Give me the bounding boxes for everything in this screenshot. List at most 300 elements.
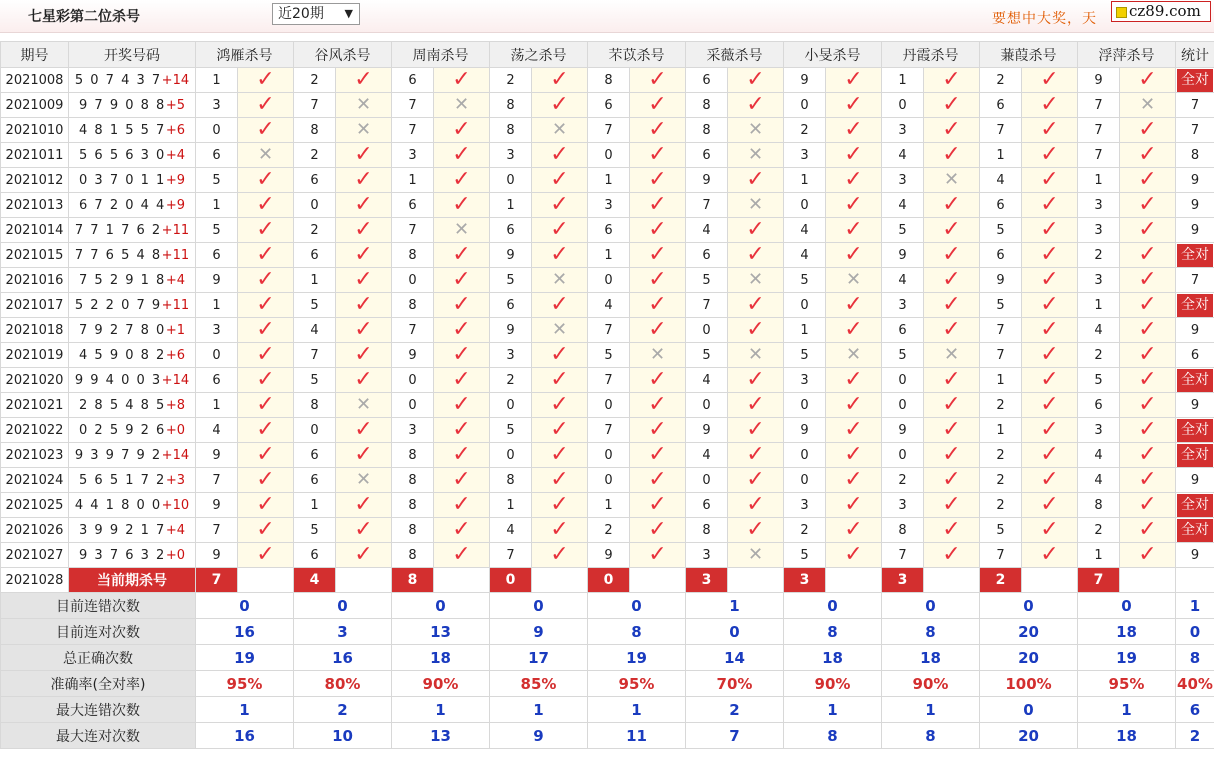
result-cell: [630, 218, 686, 243]
kill-number-cell: 9: [196, 543, 238, 568]
summary-value: 1: [588, 697, 686, 723]
draw-bonus: +9: [165, 172, 185, 188]
kill-number-cell: 0: [784, 393, 826, 418]
result-cell: [728, 393, 784, 418]
draw-cell: [69, 343, 196, 368]
check-icon: ✓: [648, 542, 667, 567]
result-cell: [630, 118, 686, 143]
result-cell: [728, 318, 784, 343]
summary-row: [1, 697, 1214, 723]
draw-cell: [69, 368, 196, 393]
current-empty-cell: [434, 568, 490, 593]
check-icon: ✓: [452, 367, 471, 392]
check-icon: ✓: [1138, 342, 1157, 367]
check-icon: ✓: [256, 417, 275, 442]
header-row: [1, 42, 1214, 68]
draw-numbers: 7 9 2 7 8 0: [79, 322, 166, 338]
logo-square-icon: [1116, 7, 1127, 18]
summary-value: 9: [490, 723, 588, 749]
stat-cell: [1176, 168, 1214, 193]
result-cell: [336, 543, 392, 568]
check-icon: ✓: [550, 542, 569, 567]
kill-number-cell: 8: [392, 468, 434, 493]
summary-value: 10: [294, 723, 392, 749]
result-cell: [336, 393, 392, 418]
check-icon: ✓: [648, 417, 667, 442]
result-cell: [434, 93, 490, 118]
period-cell: 2021011: [1, 143, 69, 168]
check-icon: ✓: [550, 67, 569, 92]
kill-number-cell: 9: [686, 168, 728, 193]
check-icon: ✓: [256, 342, 275, 367]
summary-row: [1, 645, 1214, 671]
site-logo[interactable]: [1111, 1, 1211, 22]
correct-count: 8: [1190, 147, 1200, 163]
summary-value: 0: [1078, 593, 1176, 619]
kill-number-cell: 9: [980, 268, 1022, 293]
draw-numbers: 4 4 1 8 0 0: [74, 497, 162, 513]
table-row: [1, 118, 1214, 143]
draw-bonus: +11: [161, 222, 190, 238]
check-icon: ✓: [844, 67, 863, 92]
kill-number-cell: 8: [392, 543, 434, 568]
summary-value: 0: [490, 593, 588, 619]
header-period: 期号: [1, 42, 69, 68]
result-cell: [532, 293, 588, 318]
check-icon: ✓: [354, 267, 373, 292]
check-icon: ✓: [550, 342, 569, 367]
cross-icon: ✕: [747, 344, 764, 365]
summary-value: 1: [686, 593, 784, 619]
check-icon: ✓: [1040, 442, 1059, 467]
current-kill-number: 3: [784, 568, 826, 593]
check-icon: ✓: [452, 242, 471, 267]
draw-cell: [69, 68, 196, 93]
period-cell: 2021027: [1, 543, 69, 568]
draw-numbers: 4 8 1 5 5 7: [79, 122, 166, 138]
kill-number-cell: 0: [392, 393, 434, 418]
kill-number-cell: 1: [490, 193, 532, 218]
check-icon: ✓: [1138, 542, 1157, 567]
check-icon: ✓: [942, 267, 961, 292]
kill-number-cell: 1: [784, 168, 826, 193]
kill-number-cell: 8: [392, 493, 434, 518]
kill-number-cell: 1: [294, 493, 336, 518]
table-row: [1, 518, 1214, 543]
check-icon: ✓: [256, 267, 275, 292]
check-icon: ✓: [354, 217, 373, 242]
summary-value: 18: [784, 645, 882, 671]
current-empty-cell: [532, 568, 588, 593]
check-icon: ✓: [1040, 292, 1059, 317]
check-icon: ✓: [844, 317, 863, 342]
result-cell: [630, 343, 686, 368]
summary-value: 18: [882, 645, 980, 671]
header-expert: 荡之杀号: [490, 42, 588, 68]
summary-value: 2: [294, 697, 392, 723]
table-row: [1, 143, 1214, 168]
result-cell: [532, 343, 588, 368]
kill-number-cell: 6: [196, 143, 238, 168]
stat-cell: [1176, 543, 1214, 568]
summary-value: 95%: [588, 671, 686, 697]
result-cell: [532, 443, 588, 468]
check-icon: ✓: [648, 442, 667, 467]
result-cell: [238, 468, 294, 493]
all-correct-badge: 全对: [1177, 444, 1213, 467]
kill-number-cell: 3: [392, 143, 434, 168]
result-cell: [826, 218, 882, 243]
correct-count: 9: [1190, 397, 1200, 413]
kill-number-cell: 7: [196, 468, 238, 493]
check-icon: ✓: [256, 442, 275, 467]
kill-number-cell: 1: [1078, 543, 1120, 568]
result-cell: [434, 543, 490, 568]
summary-value: 90%: [392, 671, 490, 697]
logo-text: cz89.com: [1129, 2, 1201, 20]
result-cell: [1120, 243, 1176, 268]
kill-number-cell: 1: [784, 318, 826, 343]
kill-number-cell: 5: [784, 343, 826, 368]
period-cell: 2021023: [1, 443, 69, 468]
check-icon: ✓: [746, 167, 765, 192]
check-icon: ✓: [844, 117, 863, 142]
result-cell: [336, 268, 392, 293]
kill-number-cell: 7: [490, 543, 532, 568]
summary-value: 0: [686, 619, 784, 645]
check-icon: ✓: [844, 442, 863, 467]
cross-icon: ✕: [747, 194, 764, 215]
summary-value: 0: [196, 593, 294, 619]
result-cell: [1120, 318, 1176, 343]
summary-value: 0: [980, 697, 1078, 723]
draw-cell: [69, 543, 196, 568]
period-cell: 2021013: [1, 193, 69, 218]
kill-number-cell: 5: [294, 368, 336, 393]
kill-number-cell: 6: [882, 318, 924, 343]
draw-cell: [69, 318, 196, 343]
kill-number-cell: 8: [686, 93, 728, 118]
check-icon: ✓: [1138, 192, 1157, 217]
check-icon: ✓: [452, 167, 471, 192]
check-icon: ✓: [1138, 242, 1157, 267]
kill-number-cell: 3: [490, 143, 532, 168]
result-cell: [630, 418, 686, 443]
result-cell: [434, 268, 490, 293]
kill-number-cell: 4: [686, 368, 728, 393]
result-cell: [532, 193, 588, 218]
result-cell: [336, 418, 392, 443]
result-cell: [728, 518, 784, 543]
result-cell: [826, 168, 882, 193]
kill-number-cell: 7: [686, 193, 728, 218]
draw-numbers: 6 7 2 0 4 4: [79, 197, 166, 213]
stat-cell: [1176, 218, 1214, 243]
check-icon: ✓: [1040, 392, 1059, 417]
kill-number-cell: 9: [392, 343, 434, 368]
period-select[interactable]: [272, 3, 360, 25]
check-icon: ✓: [844, 392, 863, 417]
current-kill-number: 3: [686, 568, 728, 593]
check-icon: ✓: [1138, 217, 1157, 242]
summary-value: 20: [980, 645, 1078, 671]
result-cell: [336, 243, 392, 268]
draw-numbers: 9 3 9 7 9 2: [74, 447, 162, 463]
cross-icon: ✕: [355, 394, 372, 415]
check-icon: ✓: [648, 367, 667, 392]
table-row: [1, 168, 1214, 193]
result-cell: [826, 268, 882, 293]
kill-number-cell: 1: [588, 243, 630, 268]
draw-numbers: 4 5 9 0 8 2: [79, 347, 166, 363]
kill-number-cell: 1: [490, 493, 532, 518]
draw-numbers: 5 0 7 4 3 7: [74, 72, 162, 88]
kill-number-cell: 2: [980, 393, 1022, 418]
kill-number-cell: 5: [1078, 368, 1120, 393]
correct-count: 9: [1190, 472, 1200, 488]
result-cell: [532, 218, 588, 243]
result-cell: [924, 93, 980, 118]
kill-number-cell: 3: [490, 343, 532, 368]
kill-number-cell: 8: [490, 468, 532, 493]
kill-number-cell: 2: [784, 518, 826, 543]
result-cell: [1022, 318, 1078, 343]
kill-number-cell: 0: [588, 468, 630, 493]
kill-number-cell: 8: [392, 293, 434, 318]
summary-row: [1, 593, 1214, 619]
check-icon: ✓: [648, 92, 667, 117]
result-cell: [826, 368, 882, 393]
summary-row: [1, 723, 1214, 749]
kill-number-cell: 1: [588, 168, 630, 193]
draw-bonus: +10: [161, 497, 190, 513]
current-kill-number: 0: [588, 568, 630, 593]
summary-value: 1: [882, 697, 980, 723]
check-icon: ✓: [746, 242, 765, 267]
check-icon: ✓: [354, 367, 373, 392]
result-cell: [532, 118, 588, 143]
kill-number-cell: 1: [980, 418, 1022, 443]
kill-number-cell: 6: [686, 243, 728, 268]
kill-number-cell: 0: [490, 393, 532, 418]
result-cell: [630, 268, 686, 293]
cross-icon: ✕: [257, 144, 274, 165]
kill-number-cell: 8: [490, 93, 532, 118]
result-cell: [434, 318, 490, 343]
summary-value: 1: [1078, 697, 1176, 723]
kill-number-cell: 4: [1078, 443, 1120, 468]
result-cell: [728, 493, 784, 518]
draw-numbers: 7 5 2 9 1 8: [79, 272, 166, 288]
current-kill-label: 当前期杀号: [69, 568, 196, 593]
stat-cell: [1176, 393, 1214, 418]
kill-number-cell: 3: [784, 493, 826, 518]
result-cell: [1120, 493, 1176, 518]
check-icon: ✓: [452, 392, 471, 417]
summary-value: 20: [980, 619, 1078, 645]
kill-number-cell: 0: [588, 443, 630, 468]
summary-value: 0: [784, 593, 882, 619]
result-cell: [728, 93, 784, 118]
check-icon: ✓: [648, 317, 667, 342]
result-cell: [1120, 193, 1176, 218]
result-cell: [434, 493, 490, 518]
kill-number-cell: 6: [294, 468, 336, 493]
kill-number-cell: 0: [784, 93, 826, 118]
kill-number-cell: 3: [882, 493, 924, 518]
check-icon: ✓: [942, 142, 961, 167]
kill-number-cell: 2: [294, 218, 336, 243]
kill-number-cell: 6: [294, 443, 336, 468]
result-cell: [630, 68, 686, 93]
stat-cell: [1176, 93, 1214, 118]
result-cell: [630, 368, 686, 393]
result-cell: [1022, 118, 1078, 143]
draw-numbers: 0 2 5 9 2 6: [79, 422, 166, 438]
kill-number-cell: 5: [490, 418, 532, 443]
check-icon: ✓: [648, 467, 667, 492]
kill-number-cell: 7: [588, 368, 630, 393]
check-icon: ✓: [550, 492, 569, 517]
check-icon: ✓: [354, 292, 373, 317]
check-icon: ✓: [942, 292, 961, 317]
check-icon: ✓: [746, 67, 765, 92]
result-cell: [1120, 468, 1176, 493]
cross-icon: ✕: [551, 119, 568, 140]
draw-cell: [69, 293, 196, 318]
kill-number-cell: 6: [490, 293, 532, 318]
check-icon: ✓: [452, 442, 471, 467]
kill-number-cell: 2: [980, 493, 1022, 518]
result-cell: [532, 318, 588, 343]
summary-label: 目前连对次数: [1, 619, 196, 645]
cross-icon: ✕: [845, 269, 862, 290]
check-icon: ✓: [648, 492, 667, 517]
result-cell: [1022, 243, 1078, 268]
table-row: [1, 343, 1214, 368]
draw-bonus: +4: [165, 522, 185, 538]
check-icon: ✓: [942, 317, 961, 342]
result-cell: [728, 468, 784, 493]
result-cell: [728, 143, 784, 168]
result-cell: [728, 118, 784, 143]
kill-number-cell: 3: [196, 318, 238, 343]
check-icon: ✓: [354, 517, 373, 542]
result-cell: [434, 418, 490, 443]
result-cell: [728, 168, 784, 193]
result-cell: [336, 118, 392, 143]
result-cell: [1120, 368, 1176, 393]
result-cell: [1022, 518, 1078, 543]
check-icon: ✓: [354, 67, 373, 92]
result-cell: [924, 143, 980, 168]
stat-cell: [1176, 443, 1214, 468]
result-cell: [532, 468, 588, 493]
kill-number-cell: 8: [588, 68, 630, 93]
result-cell: [826, 68, 882, 93]
result-cell: [336, 443, 392, 468]
kill-number-cell: 7: [980, 543, 1022, 568]
table-row: [1, 218, 1214, 243]
result-cell: [630, 493, 686, 518]
result-cell: [532, 393, 588, 418]
result-cell: [1120, 218, 1176, 243]
kill-number-cell: 9: [490, 318, 532, 343]
current-kill-number: 7: [1078, 568, 1120, 593]
header-expert: 芣苡杀号: [588, 42, 686, 68]
result-cell: [924, 243, 980, 268]
kill-number-cell: 4: [686, 443, 728, 468]
kill-number-cell: 4: [784, 218, 826, 243]
kill-number-cell: 2: [588, 518, 630, 543]
check-icon: ✓: [452, 142, 471, 167]
header-expert: 丹霞杀号: [882, 42, 980, 68]
current-empty-cell: [924, 568, 980, 593]
period-cell: 2021020: [1, 368, 69, 393]
kill-number-cell: 9: [490, 243, 532, 268]
summary-value: 18: [392, 645, 490, 671]
draw-bonus: +6: [165, 122, 185, 138]
check-icon: ✓: [550, 517, 569, 542]
check-icon: ✓: [1040, 117, 1059, 142]
result-cell: [434, 218, 490, 243]
result-cell: [826, 443, 882, 468]
draw-numbers: 5 6 5 6 3 0: [79, 147, 166, 163]
check-icon: ✓: [550, 467, 569, 492]
result-cell: [238, 368, 294, 393]
draw-cell: [69, 243, 196, 268]
kill-number-cell: 5: [784, 268, 826, 293]
check-icon: ✓: [354, 242, 373, 267]
result-cell: [238, 243, 294, 268]
summary-value: 9: [490, 619, 588, 645]
kill-number-cell: 6: [196, 368, 238, 393]
draw-cell: [69, 143, 196, 168]
summary-value: 2: [1176, 723, 1214, 749]
page-title: 七星彩第二位杀号: [28, 9, 140, 25]
summary-value: 19: [588, 645, 686, 671]
result-cell: [336, 218, 392, 243]
stat-cell: [1176, 418, 1214, 443]
result-cell: [434, 243, 490, 268]
result-cell: [434, 393, 490, 418]
check-icon: ✓: [452, 67, 471, 92]
kill-number-cell: 4: [490, 518, 532, 543]
result-cell: [238, 168, 294, 193]
kill-number-cell: 8: [686, 518, 728, 543]
kill-number-cell: 1: [196, 293, 238, 318]
kill-number-cell: 6: [980, 93, 1022, 118]
kill-number-cell: 2: [490, 368, 532, 393]
kill-number-cell: 4: [588, 293, 630, 318]
kill-number-cell: 8: [294, 118, 336, 143]
check-icon: ✓: [550, 167, 569, 192]
stat-cell: [1176, 368, 1214, 393]
summary-value: 8: [882, 723, 980, 749]
result-cell: [336, 318, 392, 343]
check-icon: ✓: [648, 192, 667, 217]
check-icon: ✓: [256, 92, 275, 117]
table-row: [1, 93, 1214, 118]
draw-cell: [69, 168, 196, 193]
result-cell: [1022, 218, 1078, 243]
result-cell: [434, 168, 490, 193]
result-cell: [336, 193, 392, 218]
kill-number-cell: 4: [1078, 468, 1120, 493]
kill-number-cell: 0: [490, 168, 532, 193]
check-icon: ✓: [354, 492, 373, 517]
check-icon: ✓: [550, 417, 569, 442]
